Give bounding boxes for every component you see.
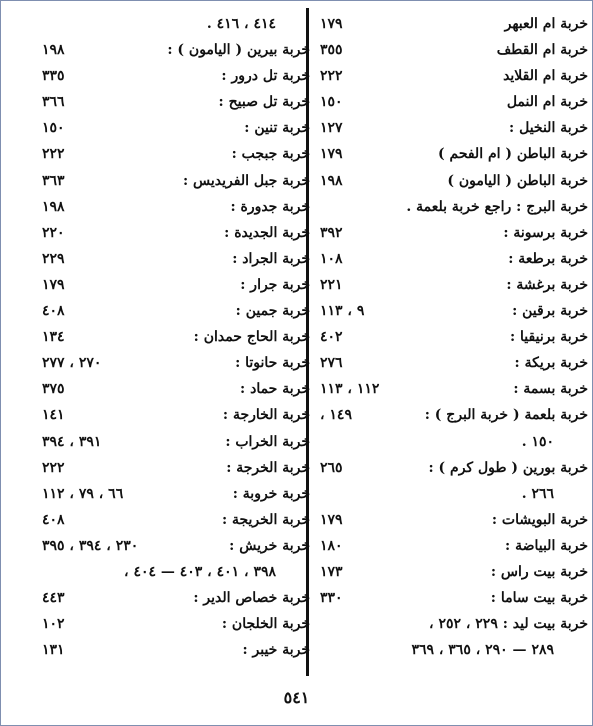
entry-name: خربة بسمة : xyxy=(513,381,588,398)
entry-name: خربة برسونة : xyxy=(503,224,588,241)
index-entry xyxy=(42,194,310,220)
index-entry xyxy=(320,272,588,298)
entry-page-numbers: ٢٦٥ xyxy=(320,459,343,476)
entry-name: خربة الجراد : xyxy=(232,250,310,267)
index-entry xyxy=(320,220,588,246)
index-entry xyxy=(320,611,588,637)
entry-name: خربة برطعة : xyxy=(508,250,588,267)
entry-name: خربة الباطن ( ام الفحم ) xyxy=(438,146,588,163)
index-entry xyxy=(320,533,588,559)
index-entry xyxy=(320,585,588,611)
index-entry xyxy=(42,37,310,63)
entry-page-numbers: ١١٢ ، ١١٣ xyxy=(320,381,380,398)
entry-page-numbers: ٣٦٣ xyxy=(42,172,65,189)
entry-name: خربة حانوتا : xyxy=(235,355,310,372)
entry-name: خربة جمين : xyxy=(235,303,310,320)
entry-name: خربة برقين : xyxy=(512,303,588,320)
index-entry xyxy=(320,559,588,585)
entry-name: خربة الباطن ( اليامون ) xyxy=(447,172,588,189)
entry-name: خربة الجديدة : xyxy=(224,224,310,241)
left-column xyxy=(42,11,310,663)
entry-page-numbers: ٣٧٥ xyxy=(42,381,65,398)
entry-text: ٢٦٦ . xyxy=(521,485,554,502)
index-entry xyxy=(42,429,310,455)
index-entry xyxy=(42,89,310,115)
index-entry xyxy=(42,350,310,376)
entry-page-numbers: ٤٠٢ xyxy=(320,329,343,346)
index-entry xyxy=(320,481,588,507)
entry-page-numbers: ٦٦ ، ٧٩ ، ١١٢ xyxy=(42,485,124,502)
index-entry xyxy=(320,246,588,272)
index-entry xyxy=(42,585,310,611)
index-entry xyxy=(320,507,588,533)
entry-name: خربة البويشات : xyxy=(491,511,588,528)
index-entry xyxy=(42,481,310,507)
index-entry xyxy=(42,272,310,298)
entry-page-numbers: ١٣١ xyxy=(42,642,65,659)
entry-page-numbers: ٣٣٥ xyxy=(42,68,65,85)
index-entry xyxy=(320,324,588,350)
entry-page-numbers: ١٨٠ xyxy=(320,537,343,554)
entry-name: خربة تنين : xyxy=(244,120,310,137)
index-entry xyxy=(42,507,310,533)
index-entry xyxy=(320,89,588,115)
entry-text: ٣٩٨ ، ٤٠١ ، ٤٠٣ — ٤٠٤ ، xyxy=(124,563,276,580)
entry-name: خربة ام العبهر xyxy=(504,16,588,32)
entry-name: خربة بورين ( طول كرم ) : xyxy=(428,459,588,476)
entry-name: خربة النخيل : xyxy=(509,120,588,137)
index-entry xyxy=(320,402,588,428)
entry-name: خربة برغشة : xyxy=(506,276,588,293)
entry-page-numbers: ٢٢٢ xyxy=(320,68,343,85)
entry-page-numbers: ٢٢١ xyxy=(320,276,343,293)
entry-name: خربة خيبر : xyxy=(242,642,310,659)
entry-name: خربة ام النمل xyxy=(506,94,588,111)
entry-name: خربة بيت راس : xyxy=(490,563,588,580)
entry-page-numbers: ٣٥٥ xyxy=(320,42,343,59)
entry-page-numbers: ١٧٩ xyxy=(42,276,65,293)
entry-page-numbers: ١٧٩ xyxy=(320,146,343,163)
entry-name: خربة الخرجة : xyxy=(226,459,310,476)
entry-name: خربة خروبة : xyxy=(232,485,310,502)
entry-name: خربة ام القلايد xyxy=(503,68,588,85)
entry-page-numbers: ٩ ، ١١٣ xyxy=(320,303,365,320)
entry-page-numbers: ١٩٨ xyxy=(42,42,65,59)
entry-page-numbers: ١٥٠ xyxy=(42,120,65,137)
index-entry xyxy=(42,220,310,246)
index-entry xyxy=(320,429,588,455)
entry-page-numbers: ١٩٨ xyxy=(42,198,65,215)
entry-page-numbers: ٣٩١ ، ٣٩٤ xyxy=(42,433,102,450)
entry-name: خربة برنيقيا : xyxy=(509,329,588,346)
entry-page-numbers: ١٧٣ xyxy=(320,563,343,580)
page-number: ٥٤١ xyxy=(283,688,310,707)
entry-page-numbers: ٢٢٢ xyxy=(42,459,65,476)
index-entry xyxy=(42,376,310,402)
index-entry xyxy=(320,194,588,220)
entry-name: خربة الخراب : xyxy=(225,433,310,450)
entry-name: خربة جدورة : xyxy=(230,198,310,215)
entry-text: ٢٨٩ — ٢٩٠ ، ٣٦٥ ، ٣٦٩ xyxy=(411,642,554,659)
entry-name: خربة بلعمة ( خربة البرج ) : xyxy=(424,407,588,424)
entry-name: خربة بيرين ( اليامون ) : xyxy=(167,42,310,59)
entry-page-numbers: ٤٤٣ xyxy=(42,590,65,607)
index-entry xyxy=(42,298,310,324)
entry-page-numbers: ١٥٠ xyxy=(320,94,343,111)
entry-page-numbers: ٢٢٩ xyxy=(42,250,65,267)
entry-page-numbers: ٢٢٠ xyxy=(42,224,65,241)
entry-page-numbers: ٣٦٦ xyxy=(42,94,65,111)
entry-page-numbers: ٢٧٦ xyxy=(320,355,343,372)
entry-page-numbers: ١٧٩ xyxy=(320,16,343,32)
entry-page-numbers: ١٤٩ ، xyxy=(320,407,352,424)
index-entry xyxy=(42,455,310,481)
entry-page-numbers: ٤٠٨ xyxy=(42,303,65,320)
index-entry xyxy=(42,402,310,428)
index-entry xyxy=(42,324,310,350)
entry-text: ١٥٠ . xyxy=(521,433,554,450)
entry-name: خربة خريش : xyxy=(229,537,310,554)
entry-name: خربة الحاج حمدان : xyxy=(193,329,310,346)
index-entry xyxy=(42,168,310,194)
entry-name: خربة البياضة : xyxy=(505,537,588,554)
index-entry xyxy=(320,63,588,89)
index-entry xyxy=(320,115,588,141)
index-entry xyxy=(42,63,310,89)
index-entry xyxy=(320,11,588,37)
index-entry xyxy=(320,637,588,663)
entry-name: خربة جرار : xyxy=(240,276,310,293)
index-entry xyxy=(42,611,310,637)
entry-name: خربة تل درور : xyxy=(221,68,310,85)
entry-page-numbers: ٢٢٢ xyxy=(42,146,65,163)
entry-name: خربة بيت ساما : xyxy=(490,590,588,607)
right-column xyxy=(320,11,588,663)
index-entry xyxy=(320,141,588,167)
index-entry xyxy=(42,533,310,559)
entry-name: خربة ام القطف xyxy=(496,42,588,59)
entry-page-numbers: ١٤١ xyxy=(42,407,65,424)
entry-name: خربة الخلجان : xyxy=(221,616,310,633)
index-entry xyxy=(42,637,310,663)
entry-name: خربة جبل الفريديس : xyxy=(182,172,310,189)
entry-name: خربة الخارجة : xyxy=(222,407,310,424)
index-entry xyxy=(320,298,588,324)
entry-name: خربة الخريجة : xyxy=(221,511,310,528)
entry-page-numbers: ١٢٧ xyxy=(320,120,343,137)
entry-name: خربة بريكة : xyxy=(514,355,588,372)
index-entry xyxy=(320,376,588,402)
entry-name: خربة حماد : xyxy=(240,381,310,398)
entry-page-numbers: ١٣٤ xyxy=(42,329,65,346)
index-entry xyxy=(42,141,310,167)
entry-name: خربة جبجب : xyxy=(231,146,310,163)
entry-text: خربة البرج : راجع خربة بلعمة . xyxy=(406,198,588,215)
index-entry xyxy=(42,11,310,37)
index-entry xyxy=(320,168,588,194)
index-entry xyxy=(42,246,310,272)
index-entry xyxy=(320,455,588,481)
index-entry xyxy=(320,37,588,63)
entry-page-numbers: ٢٣٠ ، ٣٩٤ ، ٣٩٥ xyxy=(42,537,139,554)
entry-page-numbers: ١٧٩ xyxy=(320,511,343,528)
entry-page-numbers: ٣٩٢ xyxy=(320,224,343,241)
entry-page-numbers: ٤٠٨ xyxy=(42,511,65,528)
index-entry xyxy=(42,559,310,585)
entry-page-numbers: ١٩٨ xyxy=(320,172,343,189)
entry-page-numbers: ١٠٨ xyxy=(320,250,343,267)
entry-text: ٤١٤ ، ٤١٦ . xyxy=(206,16,276,32)
entry-name: خربة خصاص الدير : xyxy=(193,590,310,607)
entry-name: خربة تل صبيح : xyxy=(218,94,310,111)
index-entry xyxy=(42,115,310,141)
index-entry xyxy=(320,350,588,376)
entry-page-numbers: ١٠٢ xyxy=(42,616,65,633)
entry-page-numbers: ٣٣٠ xyxy=(320,590,343,607)
entry-text: خربة بيت ليد : ٢٢٩ ، ٢٥٢ ، xyxy=(429,616,588,633)
entry-page-numbers: ٢٧٠ ، ٢٧٧ xyxy=(42,355,102,372)
